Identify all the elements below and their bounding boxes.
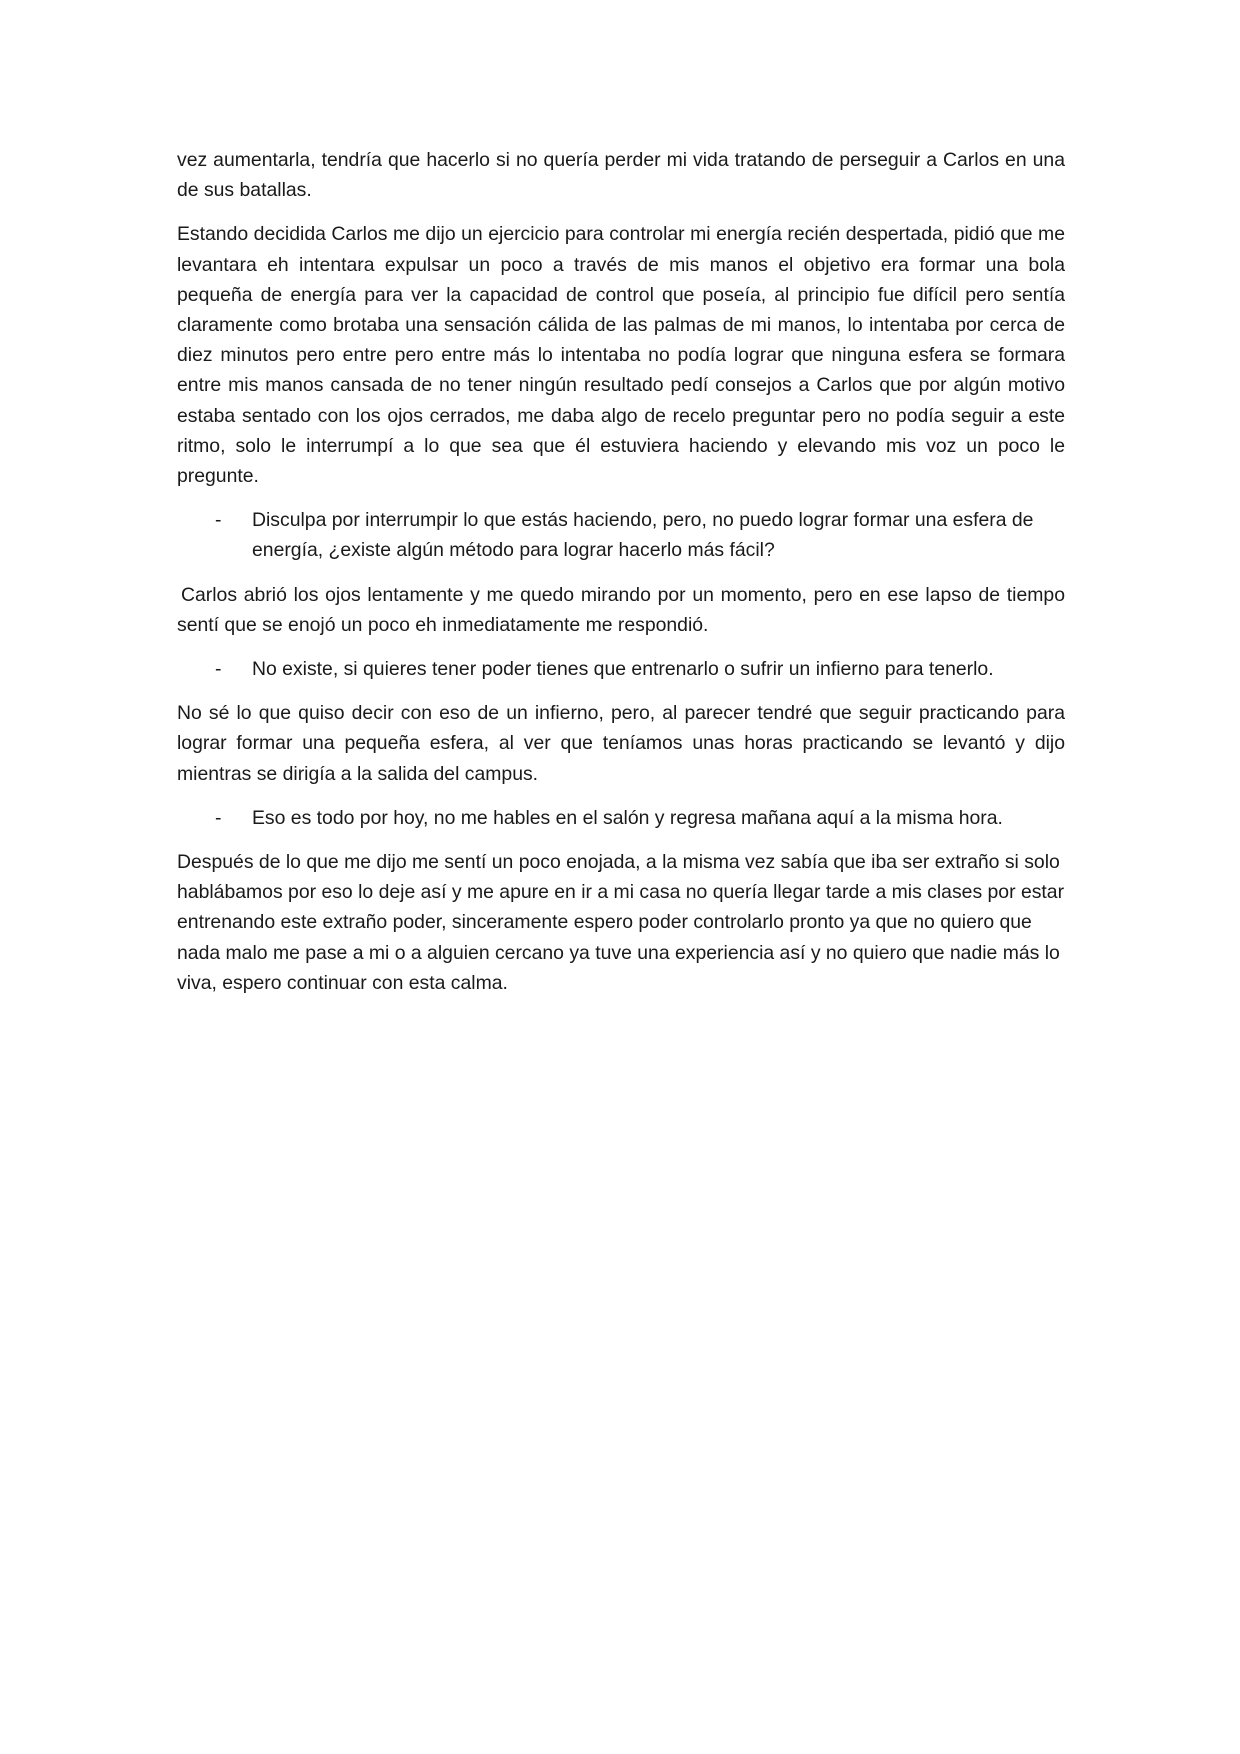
dialogue-text: Eso es todo por hoy, no me hables en el salón y regresa mañana aquí a la misma hora. <box>252 806 1003 829</box>
paragraph: Después de lo que me dijo me sentí un poco enojada, a la misma vez sabía que iba ser extraño si solo hablábamos por eso lo deje así y me apure en ir a mi casa no quería llegar tarde a mis clases por estar entrenando este extraño poder, sinceramente espero poder controlarlo pronto ya que no quiero que nada malo me pase a mi o a alguien cercano ya tuve una experiencia así y no quiero que nadie más lo viva, espero continuar con esta calma. <box>177 851 1065 994</box>
paragraph: Estando decidida Carlos me dijo un ejercicio para controlar mi energía recién despertada, pidió que me levantara eh intentara expulsar un poco a través de mis manos el objetivo era formar una bola pequeña de energía para ver la capacidad de control que poseía, al principio fue difícil pero sentía claramente como brotaba una sensación cálida de las palmas de mi manos, lo intentaba por cerca de diez minutos pero entre pero entre más lo intentaba no podía lograr que ninguna esfera se formara entre mis manos cansada de no tener ningún resultado pedí consejos a Carlos que por algún motivo estaba sentado con los ojos cerrados, me daba algo de recelo preguntar pero no podía seguir a este ritmo, solo le interrumpí a lo que sea que él estuviera haciendo y elevando mis voz un poco le pregunte. <box>177 223 1065 488</box>
document-page <box>177 145 1065 1012</box>
dialogue-line <box>177 803 1065 833</box>
dialogue-dash: - <box>215 806 222 829</box>
dialogue-text: No existe, si quieres tener poder tienes que entrenarlo o sufrir un infierno para tenerlo. <box>252 658 994 681</box>
paragraph: Carlos abrió los ojos lentamente y me quedo mirando por un momento, pero en ese lapso de tiempo sentí que se enojó un poco eh inmediatamente me respondió. <box>177 583 1065 636</box>
dialogue-dash: - <box>215 658 222 681</box>
paragraph: No sé lo que quiso decir con eso de un infierno, pero, al parecer tendré que seguir practicando para lograr formar una pequeña esfera, al ver que teníamos unas horas practicando se levantó y dijo mientras se dirigía a la salida del campus. <box>177 702 1065 785</box>
dialogue-line <box>177 505 1065 565</box>
paragraph: vez aumentarla, tendría que hacerlo si no quería perder mi vida tratando de perseguir a Carlos en una de sus batallas. <box>177 149 1065 202</box>
dialogue-line <box>177 654 1065 684</box>
dialogue-dash: - <box>215 509 222 532</box>
dialogue-text: Disculpa por interrumpir lo que estás haciendo, pero, no puedo lograr formar una esfera de energía, ¿existe algún método para lograr hacerlo más fácil? <box>252 509 1034 562</box>
